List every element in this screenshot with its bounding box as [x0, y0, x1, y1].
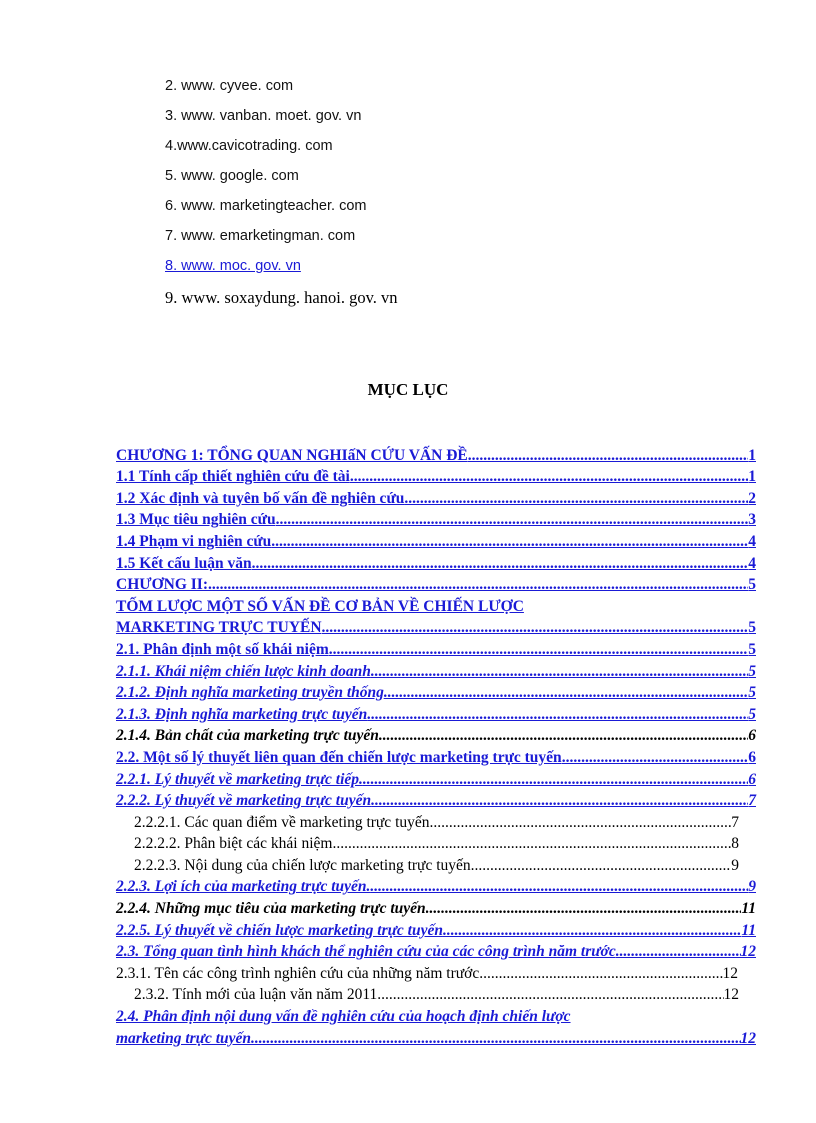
toc-entry[interactable]: 2.2.5. Lý thuyết về chiến lược marketing trực tuyến ..... 11	[116, 918, 756, 940]
toc-entry[interactable]: 2.2.4. Những mục tiêu của marketing trực tuyến ..... 11	[116, 896, 756, 918]
table-of-contents	[116, 443, 756, 1048]
toc-entry[interactable]: TỐM LƯỢC MỘT SỐ VẤN ĐỀ CƠ BẢN VỀ CHIẾN LƯỢC	[116, 597, 524, 615]
toc-entry[interactable]: 1.3 Mục tiêu nghiên cứu ..... 3	[116, 508, 756, 530]
reference-item: 6. www. marketingteacher. com	[165, 198, 367, 214]
toc-entry[interactable]: 2.2.2.3. Nội dung của chiến lược marketing trực tuyến. ..... 9	[116, 853, 739, 875]
toc-entry[interactable]: 2.2.2.1. Các quan điểm về marketing trực tuyến ..... 7	[116, 810, 739, 832]
toc-entry[interactable]: 2.2.3. Lợi ích của marketing trực tuyến. ..... 9	[116, 875, 756, 897]
toc-entry[interactable]: 1.4 Phạm vi nghiên cứu ..... 4	[116, 529, 756, 551]
toc-entry[interactable]: CHƯƠNG II: ..... 5	[116, 573, 756, 595]
toc-entry[interactable]: MARKETING TRỰC TUYẾN ..... 5	[116, 616, 756, 638]
reference-item: 3. www. vanban. moet. gov. vn	[165, 108, 362, 124]
reference-item: 9. www. soxaydung. hanoi. gov. vn	[165, 288, 398, 307]
toc-entry[interactable]: 1.1 Tính cấp thiết nghiên cứu đề tài ..... 1	[116, 465, 756, 487]
reference-item: 7. www. emarketingman. com	[165, 228, 356, 244]
toc-entry[interactable]: marketing trực tuyến ..... 12	[116, 1026, 756, 1048]
reference-link[interactable]: 8. www. moc. gov. vn	[165, 258, 301, 274]
toc-entry[interactable]: 2.1.4. Bản chất của marketing trực tuyến ..... 6	[116, 724, 756, 746]
reference-item: 4.www.cavicotrading. com	[165, 138, 333, 154]
toc-entry[interactable]: 1.2 Xác định và tuyên bố vấn đề nghiên cứu ..... 2	[116, 486, 756, 508]
toc-entry[interactable]: 2.1.2. Định nghĩa marketing truyền thống ..... 5	[116, 681, 756, 703]
toc-entry[interactable]: 2.1.1. Khái niệm chiến lược kinh doanh ..... 5	[116, 659, 756, 681]
reference-item: 5. www. google. com	[165, 168, 299, 184]
toc-entry[interactable]: 2.3.1. Tên các công trình nghiên cứu của những năm trước ..... 12	[116, 961, 738, 983]
toc-entry[interactable]: 2.3. Tổng quan tình hình khách thể nghiên cứu của các công trình năm trước ..... 12	[116, 940, 756, 962]
toc-entry[interactable]: 2.4. Phân định nội dung vấn đề nghiên cứu của hoạch định chiến lược	[116, 1008, 571, 1026]
toc-entry[interactable]: CHƯƠNG 1: TỔNG QUAN NGHIấN CỨU VẤN ĐỀ ..... 1	[116, 443, 756, 465]
toc-entry[interactable]: 2.3.2. Tính mới của luận văn năm 2011 ..... 12	[116, 983, 739, 1005]
toc-entry[interactable]: 1.5 Kết cấu luận văn ..... 4	[116, 551, 756, 573]
reference-item: 2. www. cyvee. com	[165, 78, 294, 94]
toc-entry[interactable]: 2.2.1. Lý thuyết về marketing trực tiếp. ..... 6	[116, 767, 756, 789]
toc-entry[interactable]: 2.2.2.2. Phân biệt các khái niệm ..... 8	[116, 832, 739, 854]
toc-entry[interactable]: 2.1.3. Định nghĩa marketing trực tuyến ..... 5	[116, 702, 756, 724]
toc-entry[interactable]: 2.1. Phân định một số khái niệm ..... 5	[116, 637, 756, 659]
toc-title: MỤC LỤC	[367, 380, 449, 399]
toc-entry[interactable]: 2.2.2. Lý thuyết về marketing trực tuyến ..... 7	[116, 789, 756, 811]
toc-entry[interactable]: 2.2. Một số lý thuyết liên quan đến chiến lược marketing trực tuyến ..... 6	[116, 745, 756, 767]
